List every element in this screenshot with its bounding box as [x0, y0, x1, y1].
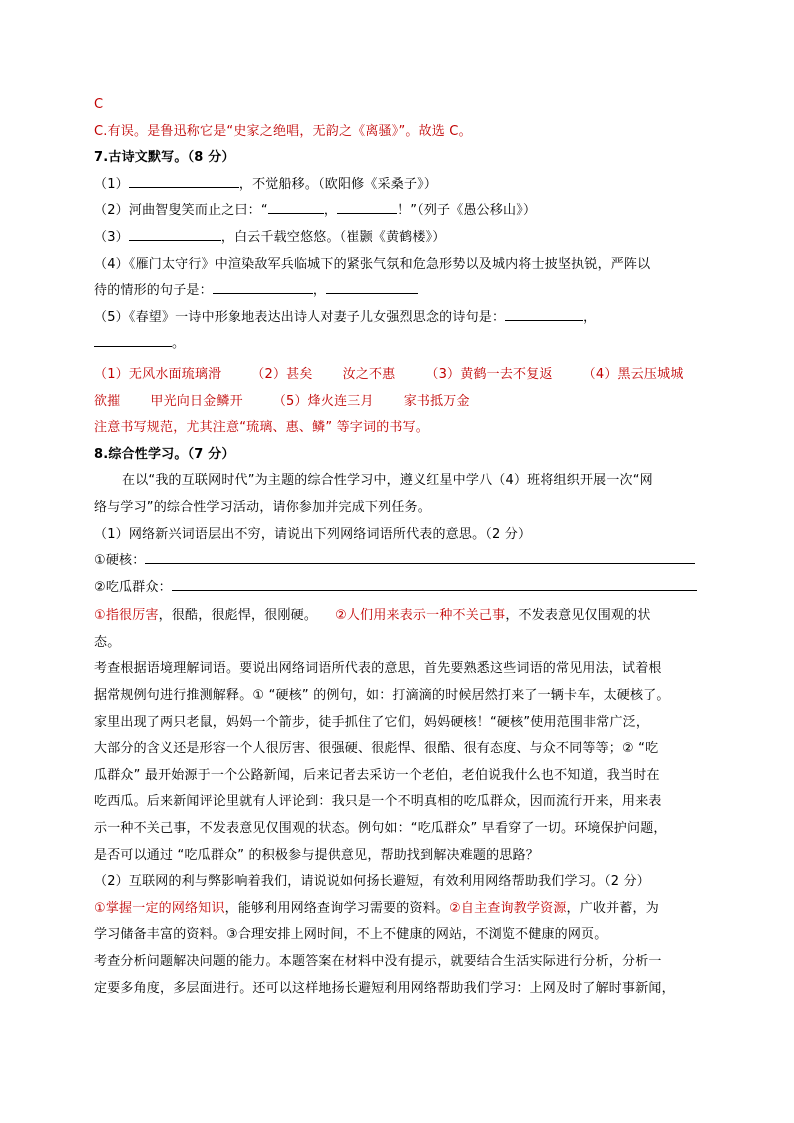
answer-blank[interactable]	[213, 279, 313, 294]
q8-intro-line1: 在以“我的互联网时代”为主题的综合性学习中，遵义红星中学八（4）班将组织开展一次“网	[122, 473, 653, 489]
q8-answer1-line1	[94, 603, 700, 630]
q7-item5-line1	[94, 305, 700, 332]
q7-answers-line1	[94, 362, 700, 389]
q7-answers-line2	[94, 389, 700, 416]
q6-answer: C	[94, 97, 104, 112]
answer-blank[interactable]	[505, 306, 583, 321]
q8-sub1: （1）网络新兴词语层出不穷，请说出下列网络词语所代表的意思。（2 分）	[94, 526, 532, 542]
q7-item4-line1: （4）《雁门太守行》中渲染敌军兵临城下的紧张气氛和危急形势以及城内将士披坚执锐，严阵以	[94, 256, 651, 272]
q7-item1-prefix: （1）	[94, 176, 129, 192]
q7-item5-line2	[94, 331, 700, 358]
explanation-line: 瓜群众” 最开始源于一个公路新闻，后来记者去采访一个老伯，老伯说我什么也不知道，我当时在	[94, 767, 660, 783]
answer-blank[interactable]	[268, 199, 324, 214]
q8-answer2-line1	[94, 896, 700, 923]
q8-title: 8.综合性学习。（7 分）	[94, 446, 235, 462]
explanation-line: 大部分的含义还是形容一个人很厉害、很强硬、很彪悍、很酷、很有态度、与众不同等等；② “吃	[94, 741, 659, 757]
answer-text: （1）无风水面琉璃滑	[94, 366, 222, 382]
answer-blank[interactable]	[94, 332, 172, 347]
answer-blank[interactable]	[129, 173, 239, 188]
q8-sub2: （2）互联网的利与弊影响着我们，请说说如何扬长避短，有效利用网络帮助我们学习。（2 分）	[94, 874, 650, 890]
answer-line[interactable]	[172, 576, 697, 591]
explanation-line: 示一种不关己事，不发表意见仅围观的状态。例句如：“吃瓜群众” 早看穿了一切。环境保护问题，	[94, 821, 667, 837]
q6-explanation: C.有误。是鲁迅称它是“史家之绝唱，无韵之《离骚》”。故选 C。	[94, 123, 472, 139]
term-label: ②吃瓜群众：	[94, 579, 172, 595]
q7-title: 7.古诗文默写。（8 分）	[94, 150, 235, 166]
answer-blank[interactable]	[326, 279, 418, 294]
answer-text: ，广收并蓄，为	[566, 900, 659, 916]
q7-item1	[94, 172, 700, 199]
answer-text: 甲光向日金鳞开	[150, 393, 243, 409]
q8-term1	[94, 548, 700, 575]
answer-text: ，不发表意见仅围观的状	[505, 608, 651, 624]
q8-explanation2	[94, 949, 700, 1002]
explanation-line: 是否可以通过 “吃瓜群众” 的积极参与提供意见，帮助找到解决难题的思路？	[94, 847, 539, 863]
q8-intro-line2: 络与学习”的综合性学习活动，请你参加并完成下列任务。	[94, 499, 431, 515]
document-page	[94, 92, 700, 1002]
explanation-line: 吃西瓜。后来新闻评论里就有人评论到：我只是一个不明真相的吃瓜群众，因而流行开来，用来表	[94, 794, 662, 810]
q8-answer2-line2: 学习储备丰富的资料。③合理安排上网时间，不上不健康的网站，不浏览不健康的网页。	[94, 927, 608, 943]
q7-item5-mid: ，	[583, 309, 597, 325]
q8-answer1-line2: 态。	[94, 634, 121, 650]
q7-item4-line2	[94, 278, 700, 305]
q7-item5-prefix: （5）《春望》一诗中形象地表达出诗人对妻子儿女强烈思念的诗句是：	[94, 309, 506, 325]
q7-item2	[94, 198, 700, 225]
q7-item4-prefix: 待的情形的句子是：	[94, 283, 213, 299]
answer-text: （2）甚矣	[251, 366, 313, 382]
q7-item3-prefix: （3）	[94, 229, 129, 245]
q7-note: 注意书写规范，尤其注意“琉璃、惠、鳞” 等字词的书写。	[94, 420, 430, 436]
q8-explanation1	[94, 656, 700, 869]
answer-text: （3）黄鹤一去不复返	[425, 366, 553, 382]
answer-text: （4）黑云压城城	[582, 366, 684, 382]
explanation-line: 家里出现了两只老鼠，妈妈一个箭步，徒手抓住了它们，妈妈硬核！“硬核”使用范围非常广泛，	[94, 714, 650, 730]
explanation-line: 据常规例句进行推测解释。① “硬核” 的例句，如：打滴滴的时候居然打来了一辆卡车，太硬核了。	[94, 688, 670, 704]
answer-key: ①掌握一定的网络知识	[94, 900, 225, 916]
answer-line[interactable]	[145, 549, 695, 564]
answer-key: ②自主查询教学资源	[449, 900, 567, 916]
answer-key: ①指很厉害	[94, 608, 159, 624]
q7-item2-mid: ，	[323, 203, 338, 219]
q7-item3	[94, 225, 700, 252]
answer-text: 欲摧	[94, 393, 121, 409]
answer-text: （5）烽火连三月	[272, 393, 374, 409]
q7-item5-suffix: 。	[172, 336, 186, 352]
q7-item2-suffix: ！”（列子《愚公移山》）	[397, 203, 537, 219]
q8-term2	[94, 575, 700, 602]
q7-item1-suffix: ，不觉船移。（欧阳修《采桑子》）	[238, 176, 438, 192]
answer-text: 汝之不惠	[342, 366, 396, 382]
answer-text: 家书抵万金	[403, 393, 470, 409]
answer-key: ②人们用来表示一种不关己事	[335, 608, 506, 624]
explanation-line: 考查分析问题解决问题的能力。本题答案在材料中没有提示，就要结合生活实际进行分析，分析一	[94, 954, 662, 969]
q7-item3-suffix: ，白云千载空悠悠。（崔颢《黄鹤楼》）	[220, 229, 446, 245]
q7-item2-prefix: （2）河曲智叟笑而止之曰：“	[94, 203, 268, 219]
answer-blank[interactable]	[337, 199, 397, 214]
q7-item4-mid: ，	[312, 283, 327, 299]
explanation-line: 考查根据语境理解词语。要说出网络词语所代表的意思，首先要熟悉这些词语的常见用法，试着根	[94, 661, 662, 677]
term-label: ①硬核：	[94, 553, 146, 569]
answer-text: ，很酷，很彪悍，很刚硬。	[158, 608, 318, 624]
explanation-line: 定要多角度，多层面进行。还可以这样地扬长避短利用网络帮助我们学习：上网及时了解时事新闻，	[94, 980, 675, 996]
answer-blank[interactable]	[129, 226, 221, 241]
answer-text: ，能够利用网络查询学习需要的资料。	[224, 900, 450, 916]
